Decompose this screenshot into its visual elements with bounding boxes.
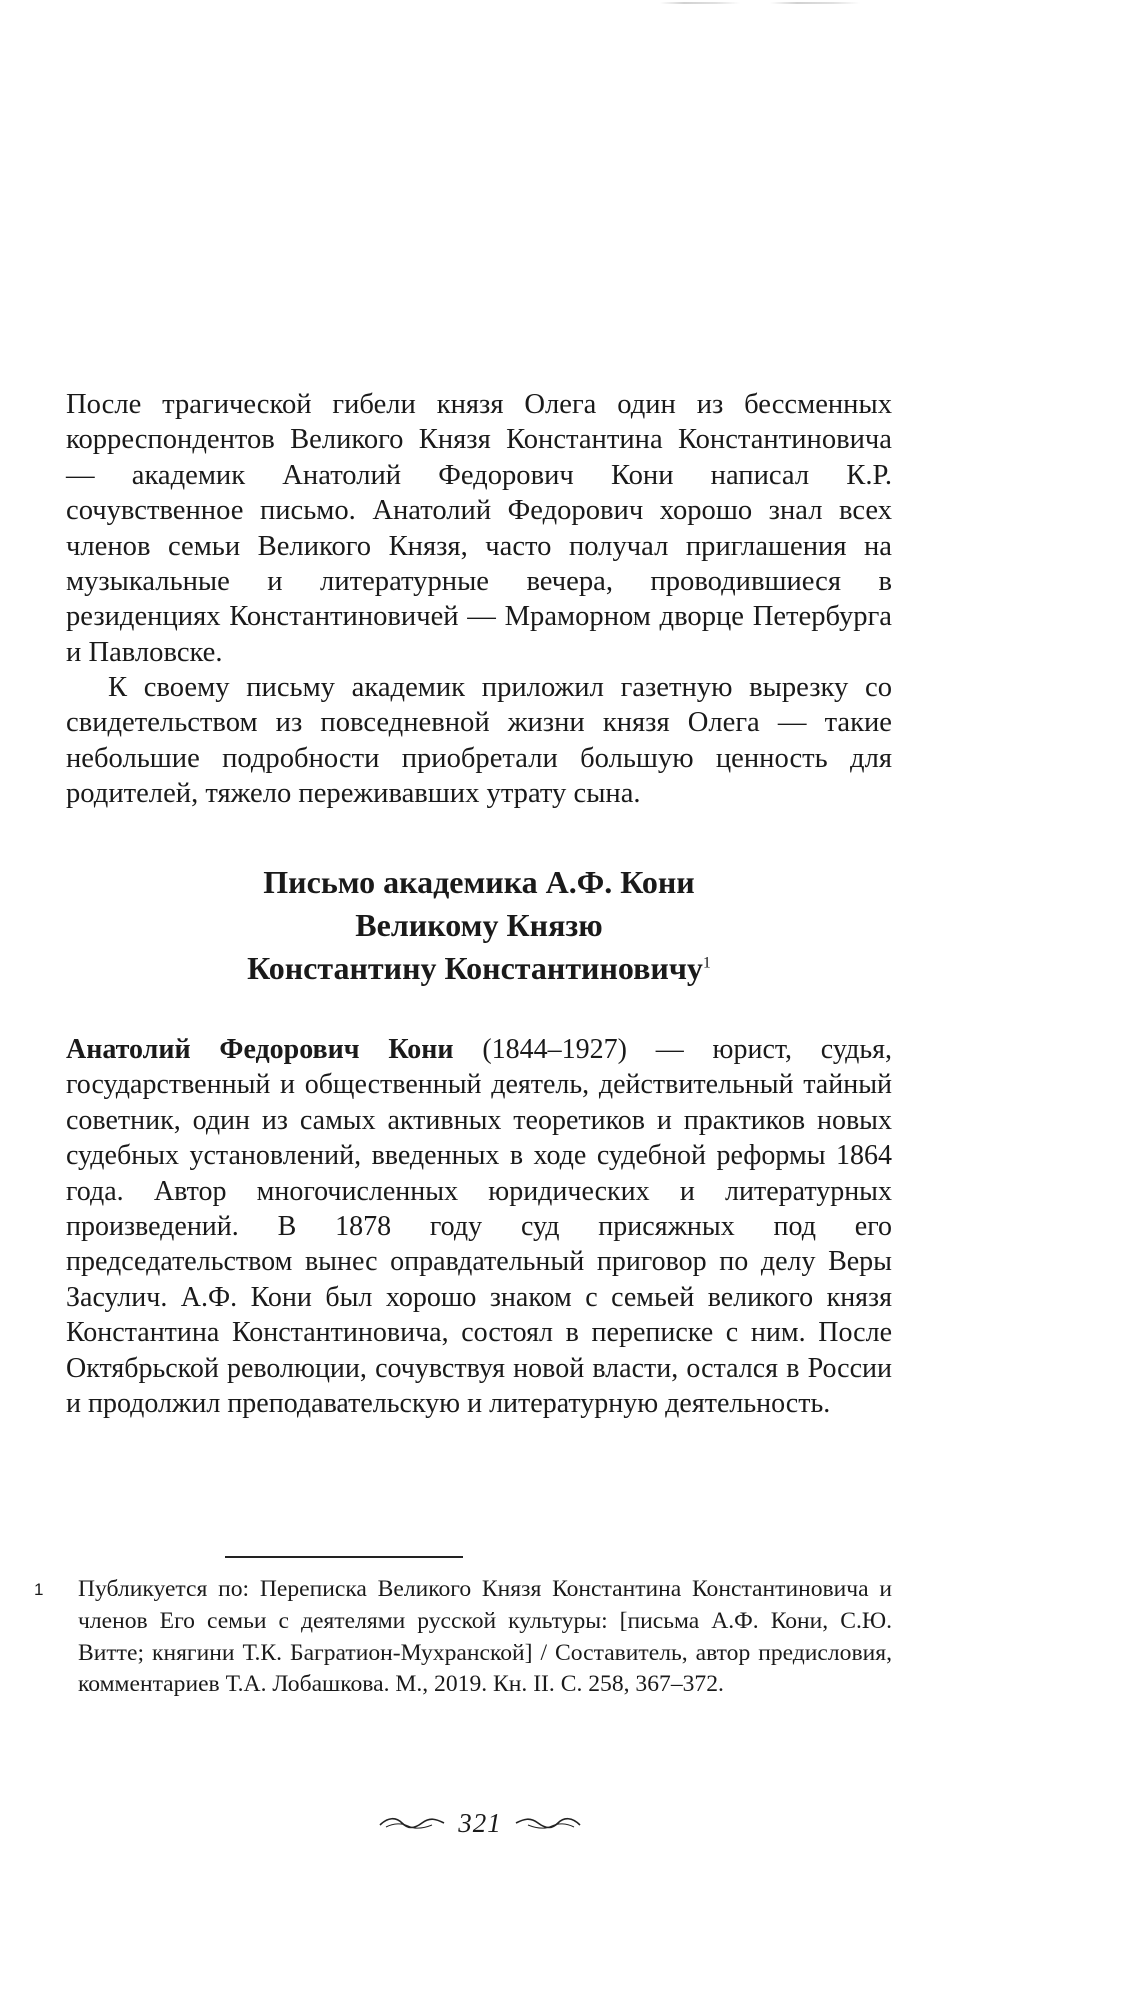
footnote-text: Публикуется по: Переписка Великого Князя Константина Константиновича и членов Его семьи с деятелями русской культуры: [письма А.Ф. Кони, С.Ю. Витте; княгини Т.К. Багратион-Мухранской] / Составитель, автор предисловия, комментариев Т.А. Лобашкова. М., 2019. Кн. II. С. 258, 367–372. [78,1576,892,1698]
intro-paragraph-1 [66,387,892,670]
heading-line-2: Великому Князю [355,907,603,943]
biography-name: Анатолий Федорович Кони [66,1034,454,1065]
left-flourish-icon [378,1813,446,1833]
heading-line-3-wrap [66,947,892,990]
heading-line-1: Письмо академика А.Ф. Кони [263,864,695,900]
page-number-block [360,1803,600,1843]
biography-text: (1844–1927) — юрист, судья, государственный и общественный деятель, действительный тайный советник, один из самых активных теоретиков и практиков новых судебных установлений, введенных в ходе судебной реформы 1864 года. Автор многочисленных юридических и литературных произведений. В 1878 году суд присяжных под его председательством вынес оправдательный приговор по делу Веры Засулич. А.Ф. Кони был хорошо знаком с семьей великого князя Константина Константиновича, состоял в переписке с ним. После Октябрьской революции, сочувствуя новой власти, остался в России и продолжил преподавательскую и литературную деятельность. [66,1034,892,1420]
scan-artifact [770,2,860,4]
right-flourish-icon [514,1813,582,1833]
intro-paragraph-2-text: К своему письму академик приложил газетную вырезку со свидетельством из повседневной жизни князя Олега — такие небольшие подробности приобретали большую ценность для родителей, тяжело переживавших утрату сына. [66,672,892,810]
footnote [34,1574,892,1701]
footnote-divider [225,1556,463,1558]
section-heading [66,861,892,990]
intro-paragraph-2 [66,670,892,812]
page-number: 321 [458,1807,502,1838]
footnote-reference: 1 [702,954,711,972]
heading-line-3: Константину Константиновичу [247,950,703,986]
biography-paragraph [66,1032,892,1421]
scan-artifact [660,2,740,4]
footnote-number: 1 [34,1580,44,1599]
intro-paragraph-1-text: После трагической гибели князя Олега один из бессменных корреспондентов Великого Князя Константина Константиновича — академик Анатолий Федорович Кони написал К.Р. сочувственное письмо. Анатолий Федорович хорошо знал всех членов семьи Великого Князя, часто получал приглашения на музыкальные и литературные вечера, проводившиеся в резиденциях Константиновичей — Мраморном дворце Петербурга и Павловске. [66,389,892,668]
